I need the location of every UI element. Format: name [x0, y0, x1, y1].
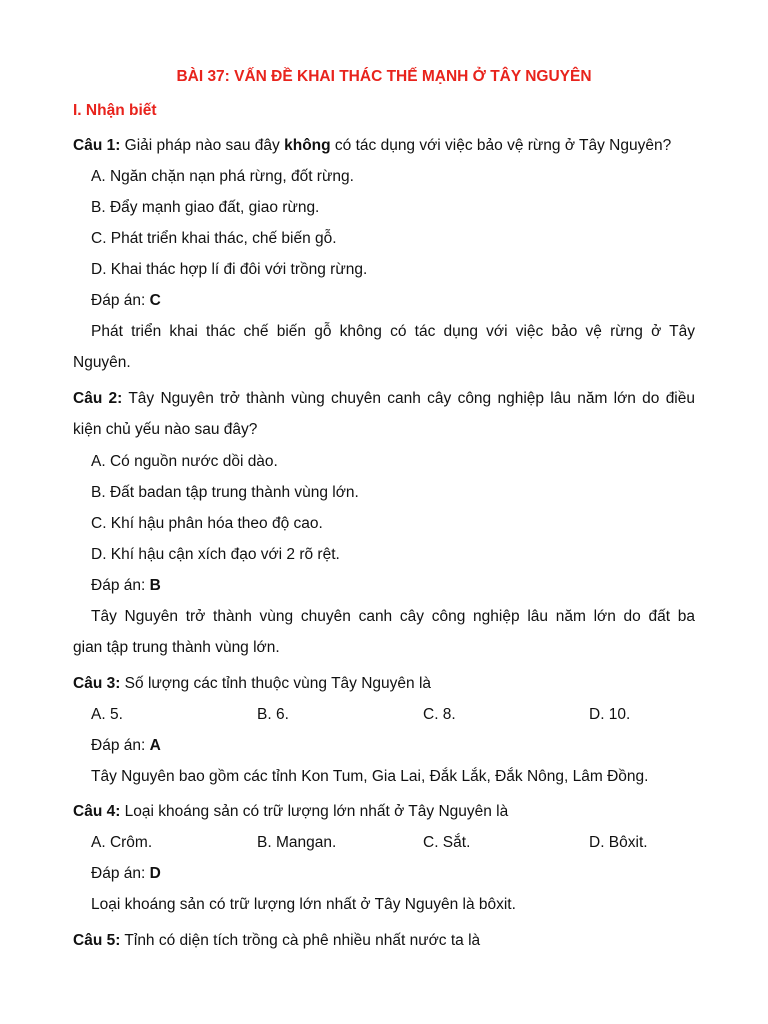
option-b: B. 6.	[257, 706, 289, 723]
answer-line	[91, 736, 695, 755]
explanation: Tây Nguyên bao gồm các tỉnh Kon Tum, Gia Lai, Đắk Lắk, Đắk Nông, Lâm Đồng.	[91, 768, 649, 785]
answer-line	[91, 864, 695, 883]
option-a: A. 5.	[91, 706, 123, 723]
question-label: Câu 3:	[73, 675, 121, 692]
option-d: D. Khai thác hợp lí đi đôi với trồng rừng.	[91, 261, 368, 278]
answer-value: D	[149, 865, 161, 882]
answer-value: B	[149, 577, 161, 594]
question-label: Câu 4:	[73, 803, 121, 820]
question-2	[73, 389, 695, 408]
option-b: B. Mangan.	[257, 834, 337, 851]
answer-line	[91, 576, 695, 595]
option-d: D. 10.	[589, 706, 631, 723]
option-b: B. Đất badan tập trung thành vùng lớn.	[91, 484, 359, 501]
section-heading: I. Nhận biết	[73, 102, 157, 119]
question-text: Tỉnh có diện tích trồng cà phê nhiều nhất nước ta là	[120, 932, 481, 949]
question-emphasis: không	[284, 137, 331, 154]
option-c: C. Khí hậu phân hóa theo độ cao.	[91, 515, 323, 532]
answer-label: Đáp án:	[91, 292, 150, 309]
answer-value: C	[149, 292, 161, 309]
option-a: A. Có nguồn nước dồi dào.	[91, 453, 278, 470]
question-text: có tác dụng với việc bảo vệ rừng ở Tây Nguyên?	[330, 137, 672, 154]
question-text: Giải pháp nào sau đây	[120, 137, 285, 154]
question-text: Tây Nguyên trở thành vùng chuyên canh cây công nghiệp lâu năm lớn do điều	[122, 390, 695, 407]
explanation: Loại khoáng sản có trữ lượng lớn nhất ở Tây Nguyên là bôxit.	[91, 896, 516, 913]
option-c: C. Sắt.	[423, 834, 471, 851]
lesson-title: BÀI 37: VẤN ĐỀ KHAI THÁC THẾ MẠNH Ở TÂY NGUYÊN	[176, 68, 592, 85]
question-text: Số lượng các tỉnh thuộc vùng Tây Nguyên là	[120, 675, 432, 692]
question-1	[73, 136, 695, 155]
explanation: Tây Nguyên trở thành vùng chuyên canh cây công nghiệp lâu năm lớn do đất ba	[91, 608, 695, 625]
question-5	[73, 931, 695, 950]
option-d: D. Khí hậu cận xích đạo với 2 rõ rệt.	[91, 546, 340, 563]
explanation-continued: gian tập trung thành vùng lớn.	[73, 639, 280, 656]
option-a: A. Crôm.	[91, 834, 153, 851]
question-label: Câu 1:	[73, 137, 121, 154]
option-d: D. Bôxit.	[589, 834, 648, 851]
answer-line	[91, 291, 695, 310]
question-label: Câu 2:	[73, 390, 123, 407]
explanation-continued: Nguyên.	[73, 354, 131, 371]
question-3	[73, 674, 695, 693]
option-b: B. Đẩy mạnh giao đất, giao rừng.	[91, 199, 320, 216]
answer-label: Đáp án:	[91, 577, 150, 594]
answer-value: A	[149, 737, 161, 754]
question-text: Loại khoáng sản có trữ lượng lớn nhất ở Tây Nguyên là	[120, 803, 509, 820]
question-text-continued: kiện chủ yếu nào sau đây?	[73, 421, 258, 438]
question-4	[73, 802, 695, 821]
explanation: Phát triển khai thác chế biến gỗ không có tác dụng với việc bảo vệ rừng ở Tây	[91, 323, 695, 340]
answer-label: Đáp án:	[91, 865, 150, 882]
question-label: Câu 5:	[73, 932, 121, 949]
answer-label: Đáp án:	[91, 737, 150, 754]
option-a: A. Ngăn chặn nạn phá rừng, đốt rừng.	[91, 168, 354, 185]
option-c: C. Phát triển khai thác, chế biến gỗ.	[91, 230, 337, 247]
option-c: C. 8.	[423, 706, 456, 723]
